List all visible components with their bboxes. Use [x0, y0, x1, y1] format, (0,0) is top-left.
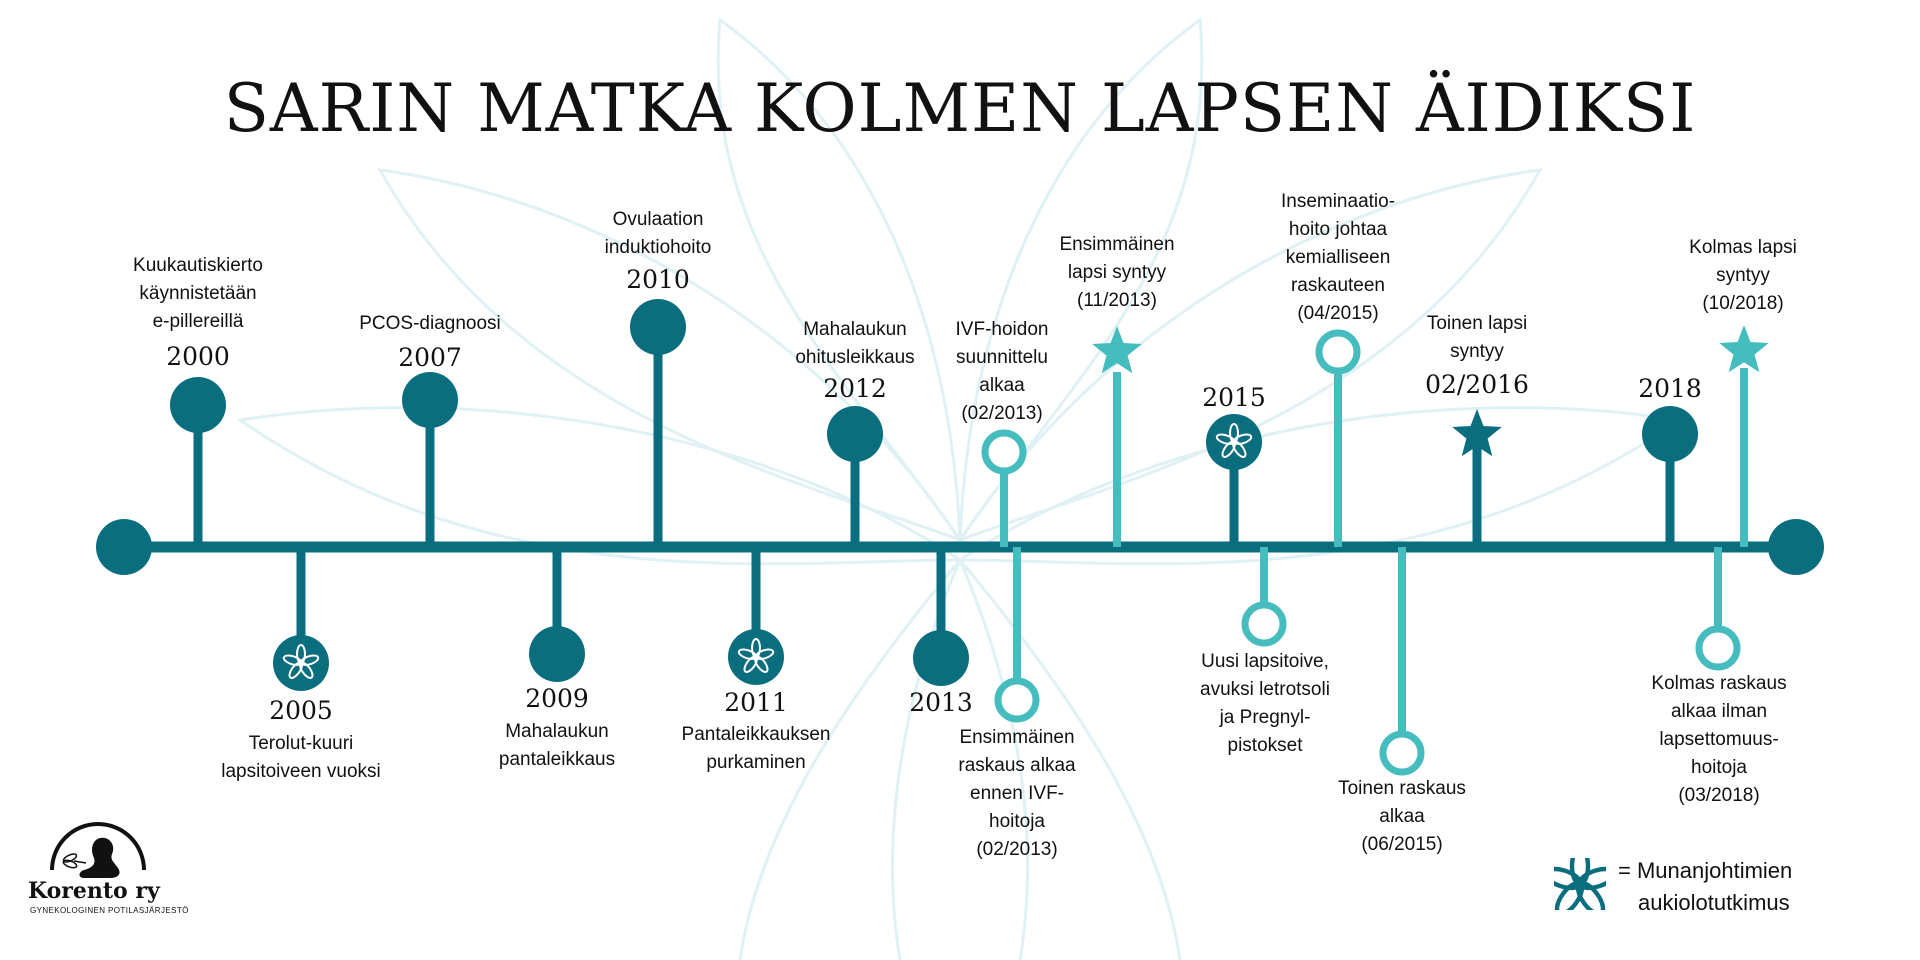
marker-wish2	[1245, 605, 1283, 643]
event-2009-description: Mahalaukun pantaleikkaus	[498, 721, 616, 770]
legend-line-1: = Munanjohtimien	[1618, 858, 1793, 883]
event-2010-description: Ovulaation induktiohoito	[604, 209, 712, 258]
marker-insem	[1319, 333, 1357, 371]
event-child1-description: Ensimmäinen lapsi syntyy (11/2013)	[1059, 234, 1175, 311]
flower-asterisk-icon	[1554, 858, 1606, 910]
event-2013-year: 2013	[909, 688, 973, 717]
marker-2005	[273, 635, 329, 691]
event-ivf-description: IVF-hoidon suunnittelu alkaa (02/2013)	[955, 319, 1049, 424]
event-wish2-description: Uusi lapsitoive, avuksi letrotsoli ja Pregnyl- pistokset	[1200, 651, 1330, 756]
marker-ivf	[985, 433, 1023, 471]
star-marker-child3	[1719, 325, 1769, 372]
event-child3-description: Kolmas lapsi syntyy (10/2018)	[1689, 237, 1797, 314]
marker-2011	[728, 629, 784, 685]
event-insem-description: Inseminaatio- hoito johtaa kemialliseen raskauteen (04/2015)	[1280, 191, 1396, 324]
timeline-end-cap	[1768, 519, 1824, 575]
marker-2009	[529, 626, 585, 682]
woman-silhouette-icon	[80, 838, 120, 878]
marker-2013	[913, 630, 969, 686]
dragonfly-icon	[62, 852, 86, 869]
marker-2015	[1206, 414, 1262, 470]
event-child2-description: Toinen lapsi syntyy	[1426, 313, 1528, 362]
legend-text	[1618, 855, 1792, 919]
event-2000-year: 2000	[166, 342, 230, 371]
event-2010-year: 2010	[626, 265, 690, 294]
marker-2012	[827, 406, 883, 462]
marker-2000	[170, 377, 226, 433]
event-2011-year: 2011	[724, 688, 788, 717]
marker-preg2	[1383, 734, 1421, 772]
event-2009-year: 2009	[525, 684, 589, 713]
event-2012-year: 2012	[823, 374, 887, 403]
event-2007-year: 2007	[398, 343, 462, 372]
event-2012-description: Mahalaukun ohitusleikkaus	[795, 319, 915, 368]
event-preg2-description: Toinen raskaus alkaa (06/2015)	[1338, 778, 1466, 855]
event-2007-description: PCOS-diagnoosi	[359, 313, 501, 334]
legend-line-2: aukiolotutkimus	[1638, 890, 1790, 915]
event-2005-description: Terolut-kuuri lapsitoiveen vuoksi	[221, 733, 381, 782]
event-preg1-description: Ensimmäinen raskaus alkaa ennen IVF- hoitoja (02/2013)	[958, 727, 1076, 860]
event-2011-description: Pantaleikkauksen purkaminen	[681, 724, 831, 773]
event-2005-year: 2005	[269, 696, 333, 725]
event-2018-year: 2018	[1638, 374, 1702, 403]
event-child2-year: 02/2016	[1425, 370, 1529, 399]
logo-name: Korento ry	[28, 878, 160, 904]
marker-2010	[630, 299, 686, 355]
marker-preg3	[1699, 629, 1737, 667]
marker-2018	[1642, 406, 1698, 462]
timeline-start-cap	[96, 519, 152, 575]
event-preg3-description: Kolmas raskaus alkaa ilman lapsettomuus- hoitoja (03/2018)	[1651, 673, 1787, 806]
marker-2007	[402, 372, 458, 428]
logo-subtitle: GYNEKOLOGINEN POTILASJÄRJESTÖ	[30, 906, 189, 915]
event-2000-description: Kuukautiskierto käynnistetään e-pillereillä	[133, 255, 263, 332]
page-title: SARIN MATKA KOLMEN LAPSEN ÄIDIKSI	[223, 70, 1697, 147]
event-2015-year: 2015	[1202, 383, 1266, 412]
